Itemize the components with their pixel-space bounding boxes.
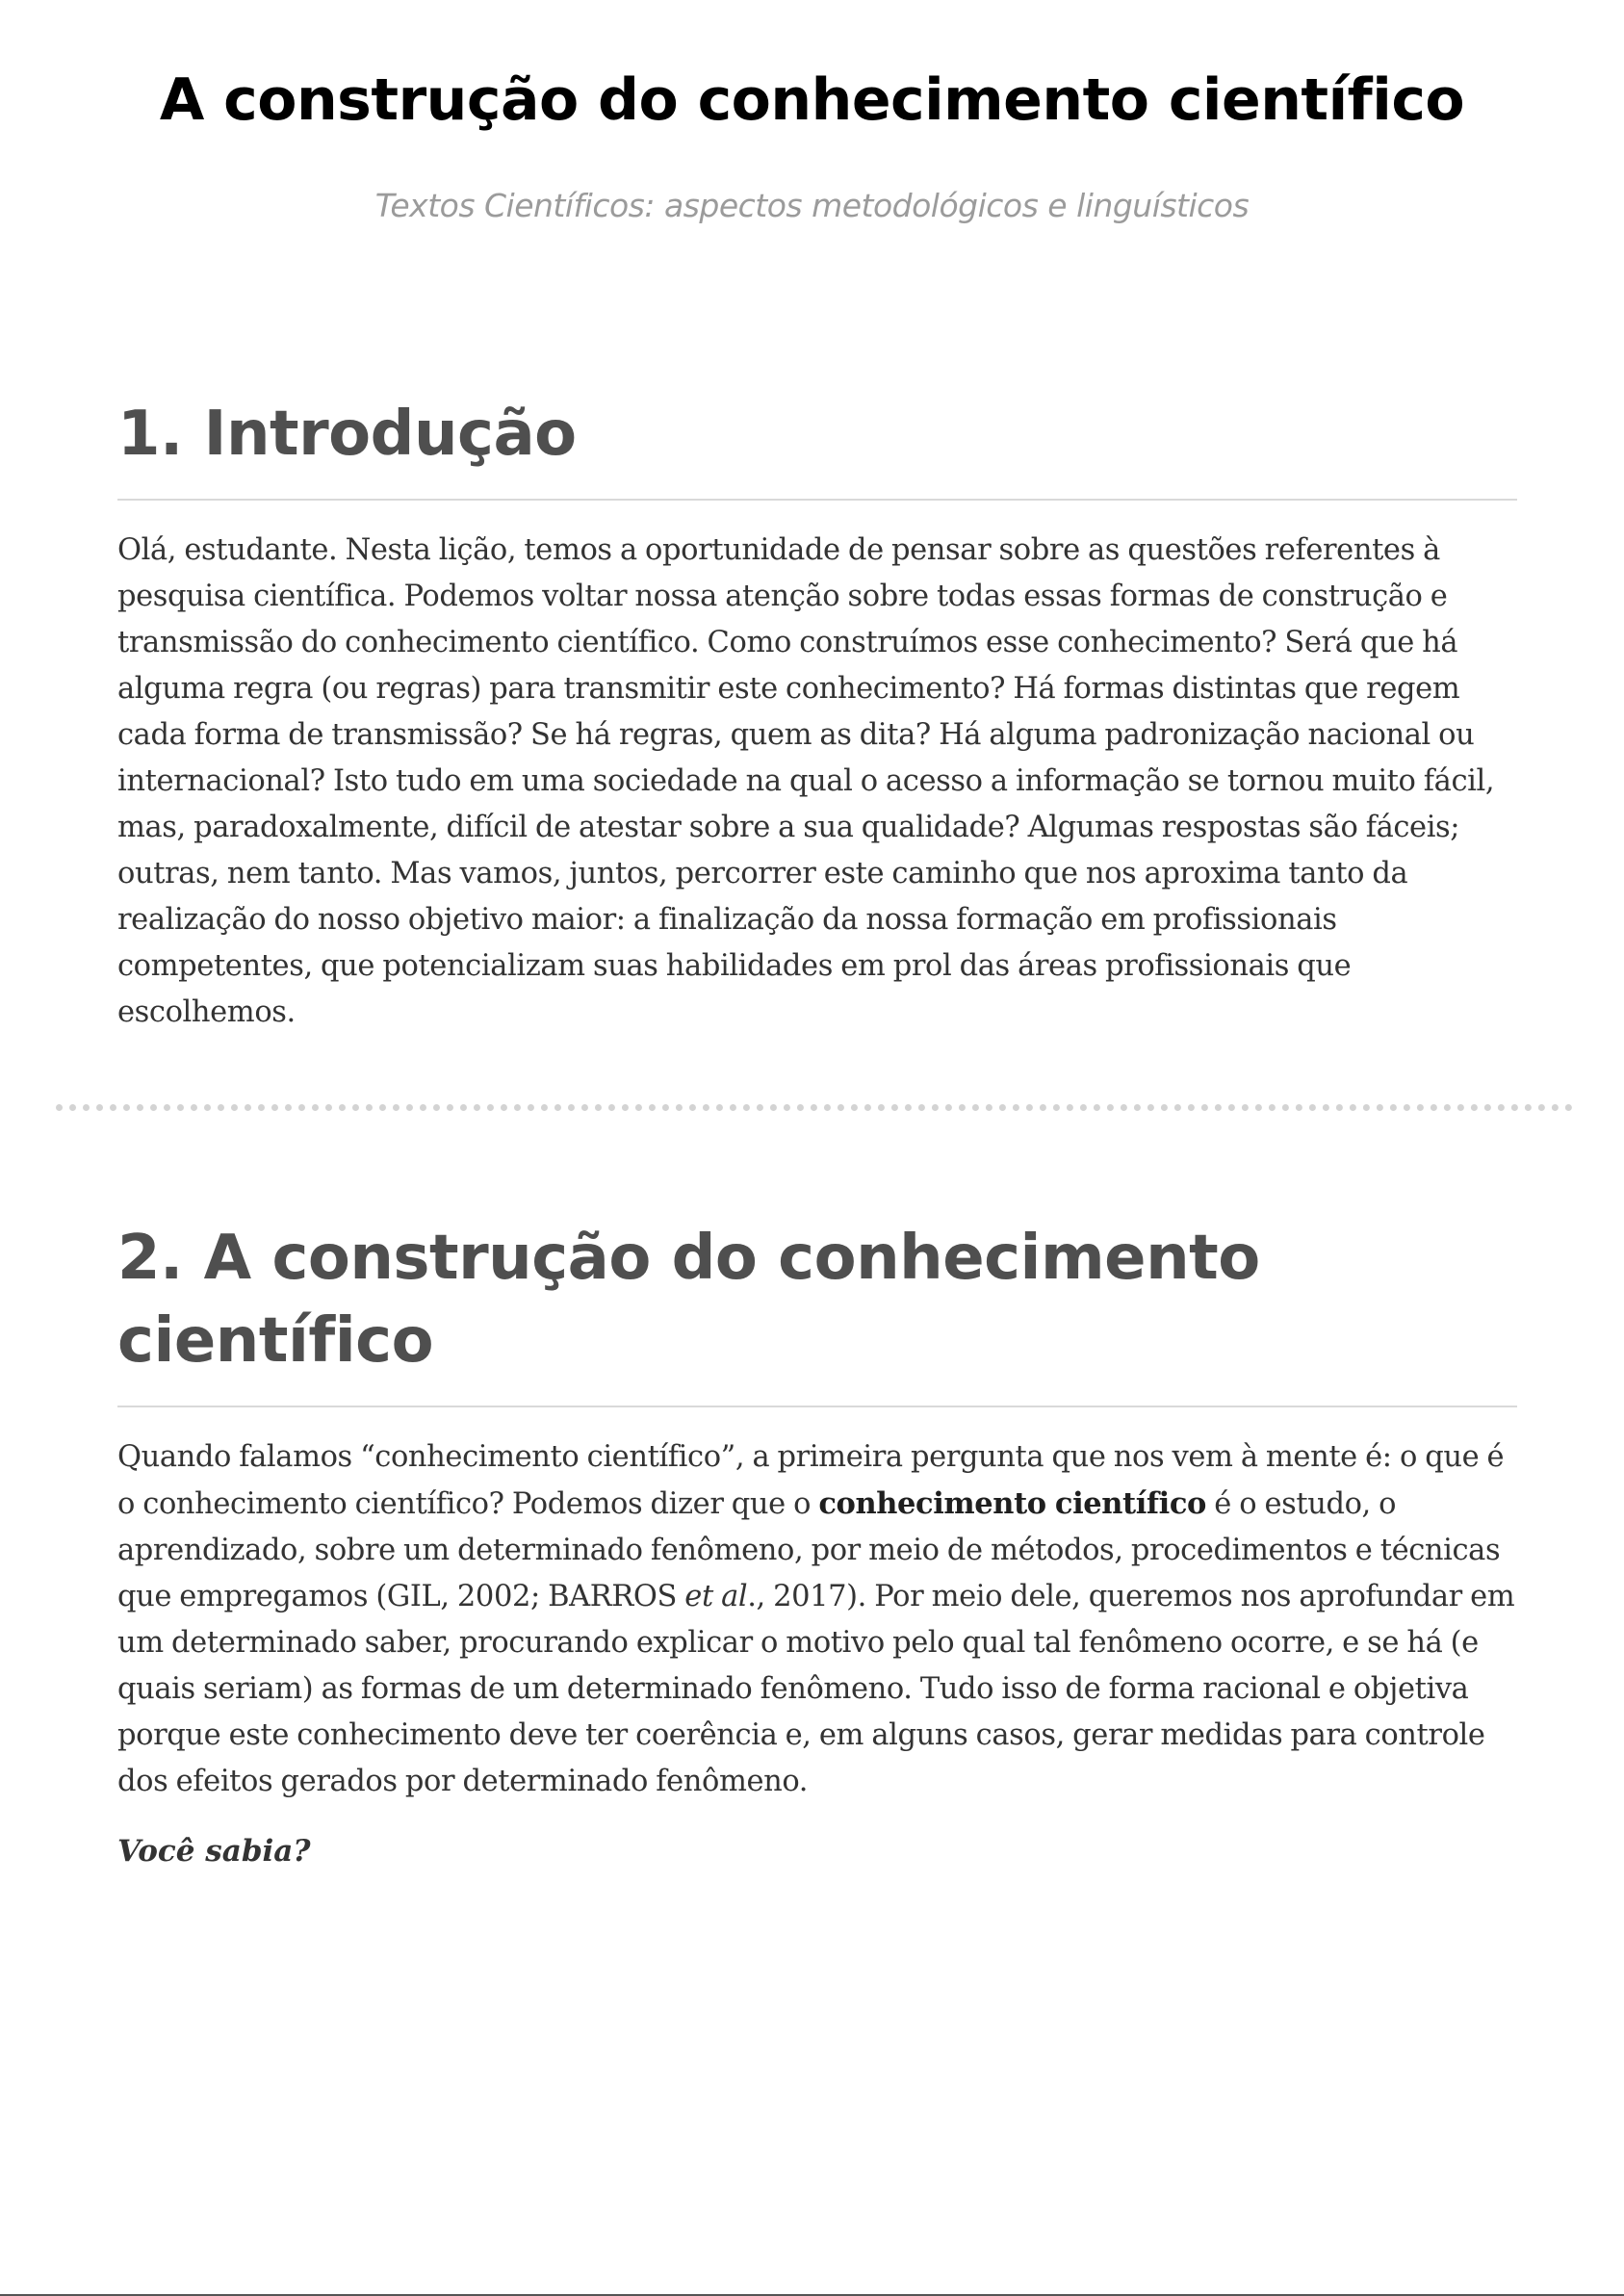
section-introducao (117, 393, 1517, 1036)
paragraph-text: ., 2017). Por meio dele, queremos nos aprofundar em um determinado saber, procurando explicar o motivo pelo qual tal fenômeno ocorre, e se há (e quais seriam) as formas de um determinado fenômeno. Tudo isso de forma racional e objetiva porque este conhecimento deve ter coerência e, em alguns casos, gerar medidas para controle dos efeitos gerados por determinado fenômeno. (117, 1580, 1515, 1798)
section-divider (56, 1104, 1573, 1111)
document-title: A construção do conhecimento científico (159, 66, 1465, 134)
paragraph-text: é o estudo, o aprendizado, sobre um determinado fenômeno, por meio de métodos, procedimentos e técnicas que empregamos (GIL, 2002; BARROS (117, 1487, 1501, 1613)
citation-italic: et al (684, 1580, 748, 1613)
section-heading: 2. A construção do conhecimento científico (117, 1217, 1517, 1407)
did-you-know-label: Você sabia? (117, 1834, 311, 1869)
section-paragraph: Olá, estudante. Nesta lição, temos a oportunidade de pensar sobre as questões referentes à pesquisa científica. Podemos voltar nossa atenção sobre todas essas formas de construção e transmissão do conhecimento científico. Como construímos esse conhecimento? Será que há alguma regra (ou regras) para transmitir este conhecimento? Há formas distintas que regem cada forma de transmissão? Se há regras, quem as dita? Há alguma padronização nacional ou internacional? Isto tudo em uma sociedade na qual o acesso a informação se tornou muito fácil, mas, paradoxalmente, difícil de atestar sobre a sua qualidade? Algumas respostas são fáceis; outras, nem tanto. Mas vamos, juntos, percorrer este caminho que nos aproxima tanto da realização do nosso objetivo maior: a finalização da nossa formação em profissionais competentes, que potencializam suas habilidades em prol das áreas profissionais que escolhemos. (117, 533, 1495, 1029)
section-heading: 1. Introdução (117, 393, 1517, 501)
key-term: conhecimento científico (818, 1486, 1206, 1521)
paragraph-text: Quando falamos “conhecimento científico”, a primeira pergunta que nos vem à mente é: o que é o conhecimento científico? Podemos dizer que o (117, 1440, 1505, 1521)
section-construcao (117, 1217, 1517, 1874)
document-subtitle: Textos Científicos: aspectos metodológicos e linguísticos (374, 187, 1250, 224)
section-paragraph (117, 1434, 1517, 1805)
